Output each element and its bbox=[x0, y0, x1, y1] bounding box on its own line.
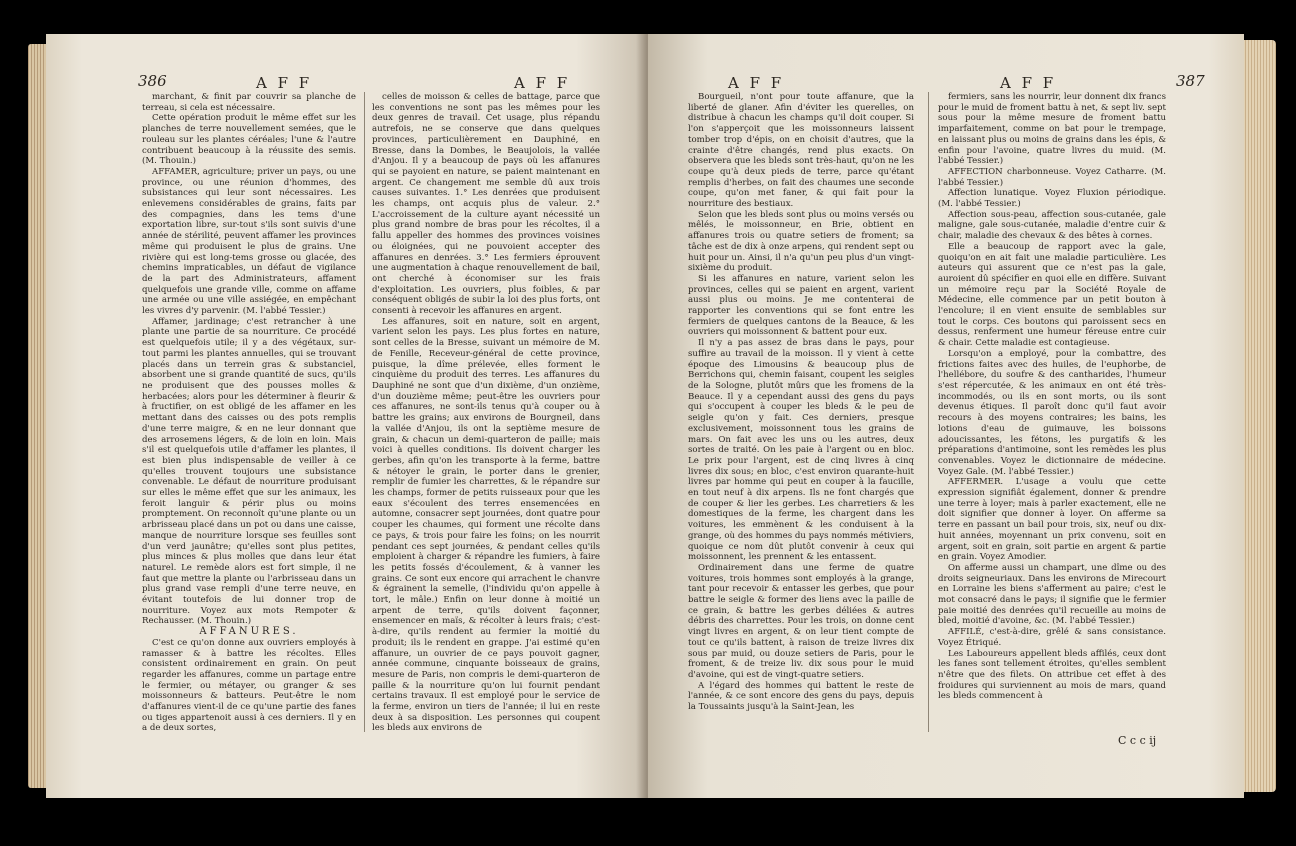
section-title: AFFANURES. bbox=[199, 626, 299, 638]
paragraph: Cette opération produit le même effet sur les planches de terre nouvellement semées, que le rouleau sur les plantes céréales; l'une & l'autre contribuent beaucoup à la réussite des semis. (M. Thouin.) bbox=[142, 113, 356, 167]
paragraph: Les Laboureurs appellent bleds affilés, ceux dont les fanes sont tellement étroites, qu'elles semblent n'être que des filets. On attribue cet effet à des froidures qui surviennent au mois de mars, quand les bleds commencent à bbox=[938, 648, 1166, 702]
paragraph: Ordinairement dans une ferme de quatre voitures, trois hommes sont employés à la grange, tant pour recevoir & entasser les gerbes, que pour battre le seigle & former des liens avec la paille de ce grain, & battre les gerbes déliées & autres débris des charrettes. Pour les trois, on donne cent vingt livres en argent, & on leur tient compte de tout ce qu'ils battent, à raison de treize livres dix sous par muid, ou douze setiers de Paris, pour le froment, & de treize liv. dix sous pour le muid d'avoine, qui est de vingt-quatre setiers. bbox=[688, 562, 914, 680]
running-header-left-2: A F F bbox=[514, 74, 571, 92]
paragraph: Selon que les bleds sont plus ou moins versés ou mêlés, le moissonneur, en Brie, obtient en affanures trois ou quatre setiers de froment; sa tâche est de dix à onze arpens, qui rendent sept ou huit pour un. Ainsi, il n'a qu'un peu plus d'un vingt-sixième du produit. bbox=[688, 209, 914, 274]
paragraph: AFFILÉ, c'est-à-dire, grêlé & sans consistance. Voyez Étriqué. bbox=[938, 627, 1166, 648]
page-number-right: 387 bbox=[1176, 72, 1205, 90]
page-number-left: 386 bbox=[138, 72, 167, 90]
paragraph: Bourgueil, n'ont pour toute affanure, que la liberté de glaner. Afin d'éviter les querelles, on distribue à chacun les champs qu'il doit couper. Si l'on s'apperçoit que les moissonneurs laissent tomber trop d'épis, on en choisit d'autres, que la crainte d'être changés, rend plus exacts. On observera que les bleds sont très-haut, qu'on ne les coupe qu'à deux pieds de terre, parce qu'étant remplis d'herbes, on fait des chaumes une seconde coupe, qu'on met faner, & qui fait pour la nourriture des bestiaux. bbox=[688, 92, 914, 210]
running-header-right: A F F bbox=[728, 74, 785, 92]
signature-mark: C c c ij bbox=[1118, 734, 1157, 747]
paragraph: Les affanures, soit en nature, soit en argent, varient selon les pays. Les plus fortes en nature, sont celles de la Bresse, suivant un mémoire de M. de Fenille, Receveur-général de cette province, puisque, la dîme prélevée, elles forment le cinquième du produit des terres. Les affanures du Dauphiné ne sont que d'un dixième, d'un onzième, d'un douzième même; peut-être les ouvriers pour ces affanures, ne sont-ils tenus qu'à couper ou à battre les grains; aux environs de Bourgneil, dans la vallée d'Anjou, ils ont la septième mesure de grain, & chacun un demi-quarteron de paille; mais voici à quelles conditions. Ils doivent charger les gerbes, afin qu'on les transporte à la ferme, battre & nétoyer le grain, le porter dans le grenier, remplir de fumier les charrettes, & le répandre sur les champs, former de petits ruisseaux pour que les eaux s'écoulent des terres ensemencées en automne, consacrer sept journées, dont quatre pour couper les chaumes, qui forment une récolte dans ce pays, & trois pour faire les foins; on les nourrit pendant ces sept journées, & pendant celles qu'ils emploient à charger & répandre les fumiers, à faire les petits fossés d'écoulement, & à vanner les grains. Ce sont eux encore qui arrachent le chanvre & égrainent la semelle, (l'individu qu'on appelle à tort, le mâle.) Enfin on leur donne à moitié un arpent de terre, qu'ils doivent façonner, ensemencer en maïs, & récolter à leurs frais; c'est-à-dire, qu'ils rendent au fermier la moitié du produit; ils le rendent en grappe. J'ai estimé qu'en affanure, un ouvrier de ce pays pouvoit gagner, année commune, cinquante boisseaux de grains, mesure de Paris, non compris le demi-quarteron de paille & la nourriture qu'on lui fournit pendant certains travaux. Il est employé pour le service de la ferme, environ un tiers de l'année; il lui en reste deux à sa disposition. Les personnes qui coupent les bleds aux environs de bbox=[372, 316, 600, 734]
paragraph: fermiers, sans les nourrir, leur donnent dix francs pour le muid de froment battu à net, & sept liv. sept sous pour la même mesure de froment battu imparfaitement, comme on bat pour le trempage, en laissant plus ou moins de grains dans les épis, & enfin pour l'avoine, quatre livres du muid. (M. l'abbé Tessier.) bbox=[938, 92, 1166, 167]
left-page bbox=[46, 34, 648, 798]
column-rule bbox=[364, 92, 365, 732]
running-header-left: A F F bbox=[256, 74, 313, 92]
paragraph: Elle a beaucoup de rapport avec la gale, quoiqu'on en ait fait une maladie particulière. Les auteurs qui assurent que ce n'est pas la gale, auroient dû spécifier en quoi elle en diffère. Suivant un mémoire reçu par la Société Royale de Médecine, elle commence par un petit bouton à l'encolure; il en vient ensuite de semblables sur tout le corps. Ces boutons qui paroissent secs en dessus, renferment une humeur féreuse entre cuir & chair. Cette maladie est contagieuse. bbox=[938, 241, 1166, 349]
paragraph: AFFAMER, agriculture; priver un pays, ou une province, ou une réunion d'hommes, des subsistances qui leur sont nécessaires. Les enlevemens considérables de grains, faits par des compagnies, dans les tems d'une exportation libre, sur-tout s'ils sont suivis d'une année de stérilité, peuvent affamer les provinces même qui produisent le plus de grains. Une rivière qui est long-tems grosse ou glacée, des chemins impraticables, un défaut de vigilance de la part des Administrateurs, affament quelquefois une grande ville, comme on affame une armée ou une ville assiégée, en empêchant les vivres d'y parvenir. (M. l'abbé Tessier.) bbox=[142, 166, 356, 317]
right-column-1 bbox=[688, 92, 914, 713]
paragraph: AFFERMER. L'usage a voulu que cette expression signifiât également, donner & prendre une terre à loyer; mais à parler exactement, elle ne doit signifier que donner à loyer. On afferme sa terre en passant un bail pour trois, six, neuf ou dix-huit années, moyennant un prix convenu, soit en argent, soit en grain, soit partie en argent & partie en grain. Voyez Amodier. bbox=[938, 477, 1166, 563]
paragraph: A l'égard des hommes qui battent le reste de l'année, & ce sont encore des gens du pays, depuis la Toussaints jusqu'à la Saint-Jean, les bbox=[688, 680, 914, 713]
right-column-2 bbox=[938, 92, 1166, 702]
paragraph: celles de moisson & celles de battage, parce que les conventions ne sont pas les mêmes pour les deux genres de travail. Cet usage, plus répandu autrefois, ne se conserve que dans quelques provinces, particulièrement en Dauphiné, en Bresse, dans la Dombes, le Beaujolois, la vallée d'Anjou. Il y a beaucoup de pays où les affanures qui se payoient en nature, se paient maintenant en argent. Ce changement me semble dû aux trois causes suivantes. 1.° Les denrées que produisent les champs, ont acquis plus de valeur. 2.° L'accroissement de la culture ayant nécessité un plus grand nombre de bras pour les récoltes, il a fallu appeller des hommes des provinces voisines ou éloignées, qui ne pouvoient accepter des affanures en denrées. 3.° Les fermiers éprouvent une augmentation à chaque renouvellement de bail, ont cherché à économiser sur les frais d'exploitation. Les ouvriers, plus foibles, & par conséquent obligés de subir la loi des plus forts, ont consenti à recevoir les affanures en argent. bbox=[372, 92, 600, 317]
paragraph: C'est ce qu'on donne aux ouvriers employés à ramasser & à battre les récoltes. Elles consistent ordinairement en grain. On peut regarder les affanures, comme un partage entre le fermier, ou métayer, ou granger & ses moissonneurs & batteurs. Peut-être le nom d'affanures vient-il de ce qu'une partie des fanes ou tiges appartenoit aussi à ces derniers. Il y en a de deux sortes, bbox=[142, 637, 356, 734]
column-rule bbox=[928, 92, 929, 732]
right-page bbox=[648, 34, 1244, 798]
paragraph: Affection lunatique. Voyez Fluxion périodique. (M. l'abbé Tessier.) bbox=[938, 188, 1166, 210]
paragraph: Affection sous-peau, affection sous-cutanée, gale maligne, gale sous-cutanée, maladie d'entre cuir & chair, maladie des chevaux & des bêtes à cornes. bbox=[938, 209, 1166, 242]
left-column-1 bbox=[142, 92, 356, 734]
paragraph: Lorsqu'on a employé, pour la combattre, des frictions faites avec des huiles, de l'euphorbe, de l'hellébore, du soufre & des cantharides, l'humeur s'est répercutée, & les animaux en ont été très-incommodés, ou ils en sont morts, ou ils sont devenus étiques. Il paroît donc qu'il faut avoir recours à des moyens contraires; les bains, les lotions d'eau de guimauve, les boissons adoucissantes, les fétons, les purgatifs & les préparations d'antimoine, sont les remèdes les plus convenables. Voyez le dictionnaire de médecine. Voyez Gale. (M. l'abbé Tessier.) bbox=[938, 348, 1166, 477]
paragraph: On afferme aussi un champart, une dîme ou des droits seigneuriaux. Dans les environs de Mirecourt en Lorraine les biens s'afferment au paire; c'est le mot consacré dans le pays; il signifie que le fermier paie moitié des denrées qu'il recueille au moins de bled, moitié d'avoine, &c. (M. l'abbé Tessier.) bbox=[938, 562, 1166, 627]
paragraph: marchant, & finit par couvrir sa planche de terreau, si cela est nécessaire. bbox=[142, 92, 356, 113]
running-header-right-2: A F F bbox=[1000, 74, 1057, 92]
paragraph: Si les affanures en nature, varient selon les provinces, celles qui se paient en argent, varient aussi plus ou moins. Je me contenterai de rapporter les conventions qui se font entre les fermiers de quelques cantons de la Beauce, & les ouvriers qui moissonnent & battent pour eux. bbox=[688, 273, 914, 338]
paragraph: Il n'y a pas assez de bras dans le pays, pour suffire au travail de la moisson. Il y vient à cette époque des Limousins & beaucoup plus de Berrichons qui, chemin faisant, coupent les seigles de la Sologne, plutôt mûrs que les fromens de la Beauce. Il y a cependant aussi des gens du pays qui s'occupent à couper les bleds & le peu de seigle qu'on y fait. Ces derniers, presque exclusivement, moissonnent tous les grains de mars. On fait avec les uns ou les autres, deux sortes de traité. On les paie à l'argent ou en bloc. Le prix pour l'argent, est de cinq livres à cinq livres dix sous; en bloc, c'est environ quarante-huit livres par homme qui peut en couper à la faucille, en tout neuf à dix arpens. Ils ne font chargés que de couper & lier les gerbes. Les charretiers & les domestiques de la ferme, les chargent dans les voitures, les emmènent & les conduisent à la grange, où des hommes du pays nommés métiviers, quoique ce nom dût plutôt convenir à ceux qui moissonnent, les prennent & les entassent. bbox=[688, 338, 914, 563]
open-book bbox=[40, 34, 1256, 798]
paragraph: Affamer, jardinage; c'est retrancher à une plante une partie de sa nourriture. Ce procédé est quelquefois utile; il y a des végétaux, sur-tout parmi les plantes annuelles, qui se trouvant placés dans un terrein gras & substanciel, absorbent une si grande quantité de sucs, qu'ils ne produisent que des pousses molles & herbacées; alors pour les déterminer à fleurir & à fructifier, on est obligé de les affamer en les mettant dans des caisses ou des pots remplis d'une terre maigre, & en ne leur donnant que des arrosemens légers, & de loin en loin. Mais s'il est quelquefois utile d'affamer les plantes, il est bien plus indispensable de veiller à ce qu'elles trouvent toujours une subsistance convenable. Le défaut de nourriture produisant sur elles le même effet que sur les animaux, les feroit languir & périr plus ou moins promptement. On reconnoît qu'une plante ou un arbrisseau placé dans un pot ou dans une caisse, manque de nourriture lorsque ses feuilles sont d'un verd jaunâtre; qu'elles sont plus petites, plus minces & plus molles que dans leur état naturel. Le remède alors est fort simple, il ne faut que mettre la plante ou l'arbrisseau dans un plus grand vase rempli d'une terre neuve, en évitant toutefois de lui donner trop de nourriture. Voyez aux mots Rempoter & Rechausser. (M. Thouin.) bbox=[142, 316, 356, 627]
left-column-2 bbox=[372, 92, 600, 734]
paragraph: AFFECTION charbonneuse. Voyez Catharre. (M. l'abbé Tessier.) bbox=[938, 166, 1166, 188]
